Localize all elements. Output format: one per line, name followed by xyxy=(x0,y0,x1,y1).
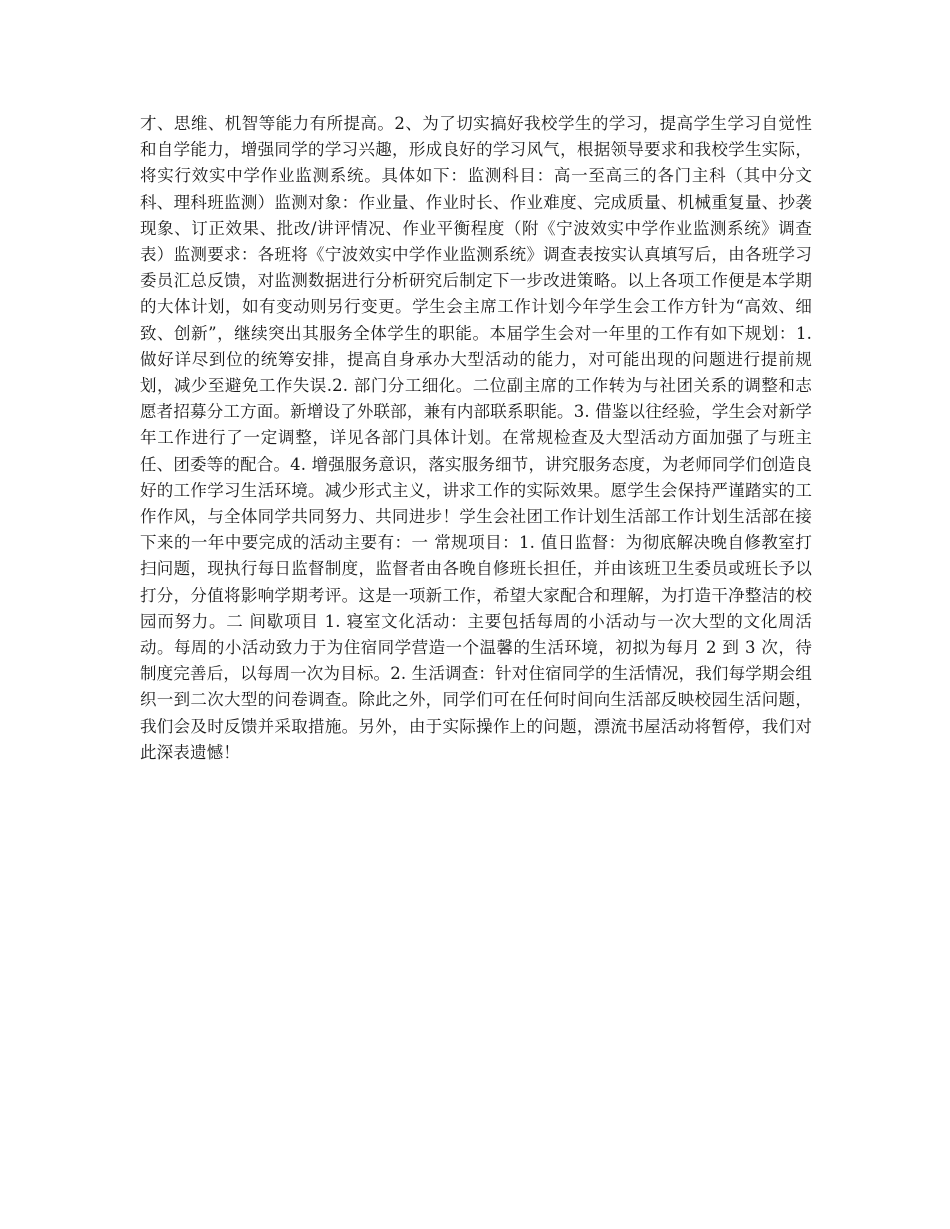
body-paragraph: 才、思维、机智等能力有所提高。2、为了切实搞好我校学生的学习，提高学生学习自觉性和自学能力，增强同学的学习兴趣，形成良好的学习风气，根据领导要求和我校学生实际，将实行效实中学作业监测系统。具体如下：监测科目：高一至高三的各门主科（其中分文科、理科班监测）监测对象：作业量、作业时长、作业难度、完成质量、机械重复量、抄袭现象、订正效果、批改/讲评情况、作业平衡程度（附《宁波效实中学作业监测系统》调查表）监测要求：各班将《宁波效实中学作业监测系统》调查表按实认真填写后，由各班学习委员汇总反馈，对监测数据进行分析研究后制定下一步改进策略。以上各项工作便是本学期的大体计划，如有变动则另行变更。学生会主席工作计划今年学生会工作方针为“高效、细致、创新”，继续突出其服务全体学生的职能。本届学生会对一年里的工作有如下规划：1. 做好详尽到位的统筹安排，提高自身承办大型活动的能力，对可能出现的问题进行提前规划，减少至避免工作失误.2. 部门分工细化。二位副主席的工作转为与社团关系的调整和志愿者招募分工方面。新增设了外联部，兼有内部联系职能。3. 借鉴以往经验，学生会对新学年工作进行了一定调整，详见各部门具体计划。在常规检查及大型活动方面加强了与班主任、团委等的配合。4. 增强服务意识，落实服务细节，讲究服务态度，为老师同学们创造良好的工作学习生活环境。减少形式主义，讲求工作的实际效果。愿学生会保持严谨踏实的工作作风，与全体同学共同努力、共同进步！学生会社团工作计划生活部工作计划生活部在接下来的一年中要完成的活动主要有：一 常规项目：1. 值日监督：为彻底解决晚自修教室打扫问题，现执行每日监督制度，监督者由各晚自修班长担任，并由该班卫生委员或班长予以打分，分值将影响学期考评。这是一项新工作，希望大家配合和理解，为打造干净整洁的校园而努力。二 间歇项目 1. 寝室文化活动：主要包括每周的小活动与一次大型的文化周活动。每周的小活动致力于为住宿同学营造一个温馨的生活环境，初拟为每月 2 到 3 次，待制度完善后，以每周一次为目标。2. 生活调查：针对住宿同学的生活情况，我们每学期会组织一到二次大型的问卷调查。除此之外，同学们可在任何时间向生活部反映校园生活问题，我们会及时反馈并采取措施。另外，由于实际操作上的问题，漂流书屋活动将暂停，我们对此深表遗憾！ xyxy=(140,114,812,762)
